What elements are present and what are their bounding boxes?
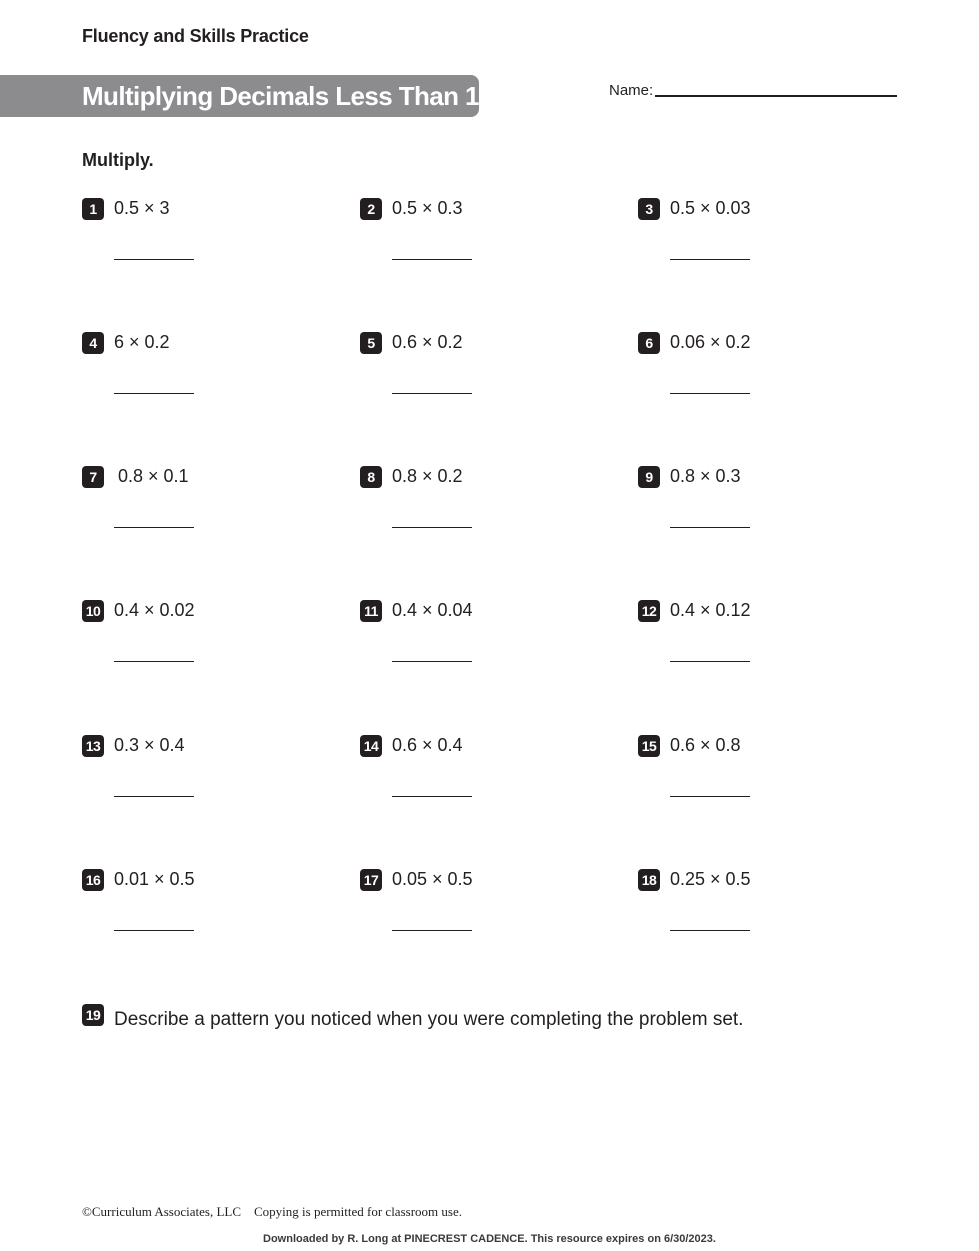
- answer-line[interactable]: [114, 259, 194, 260]
- problem-15: [638, 735, 898, 815]
- answer-line[interactable]: [670, 527, 750, 528]
- problem-number-badge: 12: [638, 600, 660, 622]
- question-text: Describe a pattern you noticed when you were completing the problem set.: [114, 1009, 744, 1030]
- answer-line[interactable]: [392, 796, 472, 797]
- problem-expression: 0.01 × 0.5: [114, 869, 195, 889]
- problem-number-badge: 10: [82, 600, 104, 622]
- problem-expression: 0.4 × 0.04: [392, 600, 473, 620]
- problem-number-badge: 9: [638, 466, 660, 488]
- download-note: Downloaded by R. Long at PINECREST CADENCE. This resource expires on 6/30/2023.: [263, 1233, 716, 1245]
- problem-expression: 0.8 × 0.1: [118, 466, 189, 486]
- problem-3: [638, 198, 898, 278]
- problem-number-badge: 6: [638, 332, 660, 354]
- problem-6: [638, 332, 898, 412]
- problem-number-badge: 13: [82, 735, 104, 757]
- problem-13: [82, 735, 342, 815]
- answer-line[interactable]: [670, 930, 750, 931]
- problem-expression: 0.8 × 0.3: [670, 466, 741, 486]
- problem-expression: 0.25 × 0.5: [670, 869, 751, 889]
- problem-expression: 0.06 × 0.2: [670, 332, 751, 352]
- problem-expression: 0.3 × 0.4: [114, 735, 185, 755]
- problem-number-badge: 11: [360, 600, 382, 622]
- answer-line[interactable]: [670, 259, 750, 260]
- page-title: Multiplying Decimals Less Than 1: [82, 81, 479, 111]
- answer-line[interactable]: [114, 661, 194, 662]
- problem-expression: 0.5 × 0.03: [670, 198, 751, 218]
- problem-18: [638, 869, 898, 949]
- problem-expression: 0.6 × 0.4: [392, 735, 463, 755]
- problem-number-badge: 5: [360, 332, 382, 354]
- answer-line[interactable]: [392, 930, 472, 931]
- problem-12: [638, 600, 898, 680]
- problem-5: [360, 332, 620, 412]
- problem-1: [82, 198, 342, 278]
- problem-expression: 0.4 × 0.02: [114, 600, 195, 620]
- problem-expression: 0.6 × 0.2: [392, 332, 463, 352]
- answer-line[interactable]: [392, 661, 472, 662]
- problem-number-badge: 1: [82, 198, 104, 220]
- answer-line[interactable]: [392, 259, 472, 260]
- problem-expression: 0.8 × 0.2: [392, 466, 463, 486]
- answer-line[interactable]: [392, 527, 472, 528]
- problem-expression: 0.05 × 0.5: [392, 869, 473, 889]
- problem-number-badge: 18: [638, 869, 660, 891]
- section-label: Fluency and Skills Practice: [82, 26, 309, 46]
- name-field-line[interactable]: [655, 95, 897, 97]
- problem-number-badge: 14: [360, 735, 382, 757]
- problem-number-badge: 17: [360, 869, 382, 891]
- name-label: Name:: [609, 82, 654, 99]
- problem-expression: 0.4 × 0.12: [670, 600, 751, 620]
- problem-9: [638, 466, 898, 546]
- answer-line[interactable]: [114, 393, 194, 394]
- answer-line[interactable]: [114, 527, 194, 528]
- answer-line[interactable]: [114, 796, 194, 797]
- problem-expression: 0.6 × 0.8: [670, 735, 741, 755]
- problem-7: [82, 466, 342, 546]
- question-19: [82, 1004, 902, 1034]
- title-bar: [0, 75, 479, 117]
- problem-number-badge: 2: [360, 198, 382, 220]
- problem-16: [82, 869, 342, 949]
- problem-number-badge: 4: [82, 332, 104, 354]
- problem-number-badge: 7: [82, 466, 104, 488]
- instructions: Multiply.: [82, 150, 154, 170]
- problem-number-badge: 8: [360, 466, 382, 488]
- answer-line[interactable]: [114, 930, 194, 931]
- answer-line[interactable]: [670, 661, 750, 662]
- copyright: ©Curriculum Associates, LLC Copying is permitted for classroom use.: [82, 1204, 462, 1219]
- problem-11: [360, 600, 620, 680]
- problem-8: [360, 466, 620, 546]
- problem-10: [82, 600, 342, 680]
- problem-expression: 0.5 × 0.3: [392, 198, 463, 218]
- problem-expression: 0.5 × 3: [114, 198, 170, 218]
- problem-number-badge: 15: [638, 735, 660, 757]
- answer-line[interactable]: [670, 393, 750, 394]
- answer-line[interactable]: [670, 796, 750, 797]
- problem-number-badge: 3: [638, 198, 660, 220]
- problem-number-badge: 16: [82, 869, 104, 891]
- problem-expression: 6 × 0.2: [114, 332, 170, 352]
- problem-14: [360, 735, 620, 815]
- problem-2: [360, 198, 620, 278]
- problem-4: [82, 332, 342, 412]
- problem-number-badge: 19: [82, 1004, 104, 1026]
- answer-line[interactable]: [392, 393, 472, 394]
- problem-17: [360, 869, 620, 949]
